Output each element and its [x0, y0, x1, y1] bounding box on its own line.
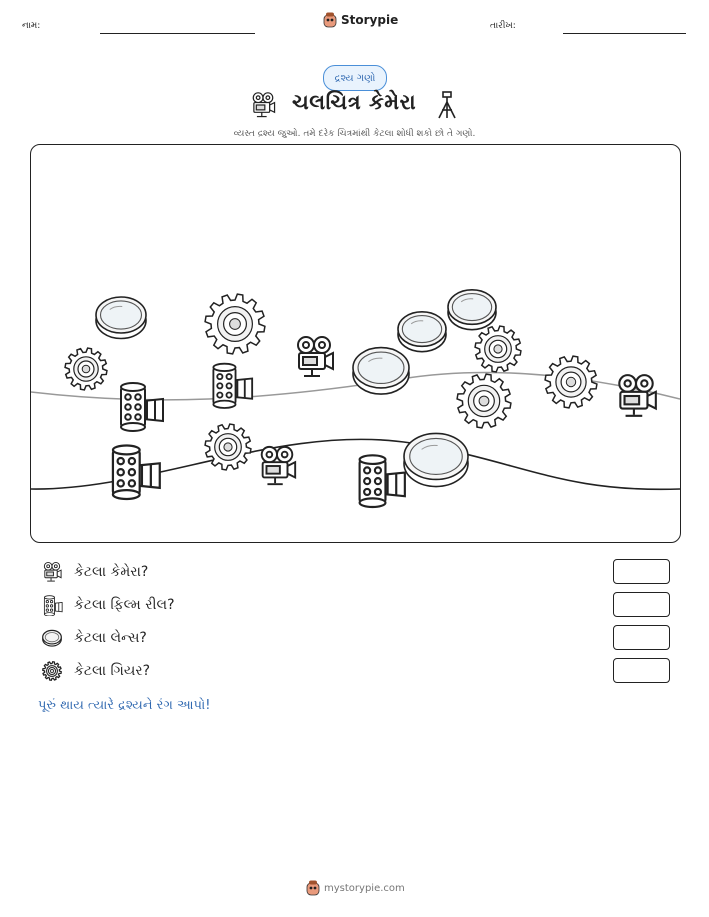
tripod-icon — [437, 90, 457, 120]
date-label: તારીખ: — [490, 21, 516, 31]
gear-icon — [40, 660, 64, 682]
gear-icon — [205, 294, 265, 354]
colour-instruction: પૂરું થાય ત્યારે દ્રશ્યને રંગ આપો! — [38, 698, 211, 713]
lens-icon — [448, 290, 496, 330]
scene-canvas — [31, 145, 680, 542]
lens-icon — [398, 312, 446, 352]
gear-icon — [205, 424, 251, 470]
gear-icon — [65, 348, 107, 390]
page-title: ચલચિત્ર કેમેરા — [292, 90, 417, 114]
question-label: કેટલા ગિયર? — [74, 663, 151, 679]
lens-icon — [353, 348, 409, 394]
question-lenses — [40, 626, 147, 650]
storypie-mascot-icon — [306, 880, 320, 896]
question-film-reels — [40, 593, 175, 617]
gear-icon — [545, 356, 597, 408]
answer-box-film-reels[interactable] — [613, 592, 670, 617]
question-label: કેટલા ફિલ્મ રીલ? — [74, 597, 175, 613]
busy-scene — [30, 144, 681, 543]
date-line[interactable] — [563, 33, 686, 34]
question-gears — [40, 659, 150, 683]
camera-icon — [40, 561, 64, 583]
film-reel-icon — [121, 383, 163, 431]
footer — [306, 880, 405, 896]
storypie-mascot-icon — [323, 12, 337, 28]
film-reel-icon — [40, 594, 64, 616]
film-reel-icon — [113, 445, 160, 499]
camera-icon — [298, 337, 333, 376]
lens-icon — [40, 627, 64, 649]
brand-name: Storypie — [341, 13, 399, 27]
answer-box-lenses[interactable] — [613, 625, 670, 650]
camera-icon — [619, 375, 656, 416]
question-label: કેટલા લેન્સ? — [74, 630, 147, 646]
question-label: કેટલા કેમેરા? — [74, 564, 149, 580]
instructions: વ્યસ્ત દ્રશ્ય જુઓ. તમે દરેક ચિત્રમાંથી કેટલા શોધી શકો છો તે ગણો. — [233, 129, 476, 139]
question-cameras — [40, 560, 148, 584]
count-scene-badge: દ્રશ્ય ગણો — [323, 65, 387, 91]
movie-camera-icon — [248, 91, 278, 119]
gear-icon — [457, 374, 511, 428]
lens-icon — [404, 433, 468, 486]
brand-logo — [323, 12, 398, 28]
answer-box-cameras[interactable] — [613, 559, 670, 584]
camera-icon — [262, 447, 295, 484]
footer-url: mystorypie.com — [324, 882, 405, 894]
name-label: નામ: — [22, 21, 41, 31]
film-reel-icon — [360, 455, 405, 507]
name-line[interactable] — [100, 33, 255, 34]
gear-icon — [475, 326, 521, 372]
answer-box-gears[interactable] — [613, 658, 670, 683]
lens-icon — [96, 297, 146, 339]
film-reel-icon — [213, 364, 252, 408]
